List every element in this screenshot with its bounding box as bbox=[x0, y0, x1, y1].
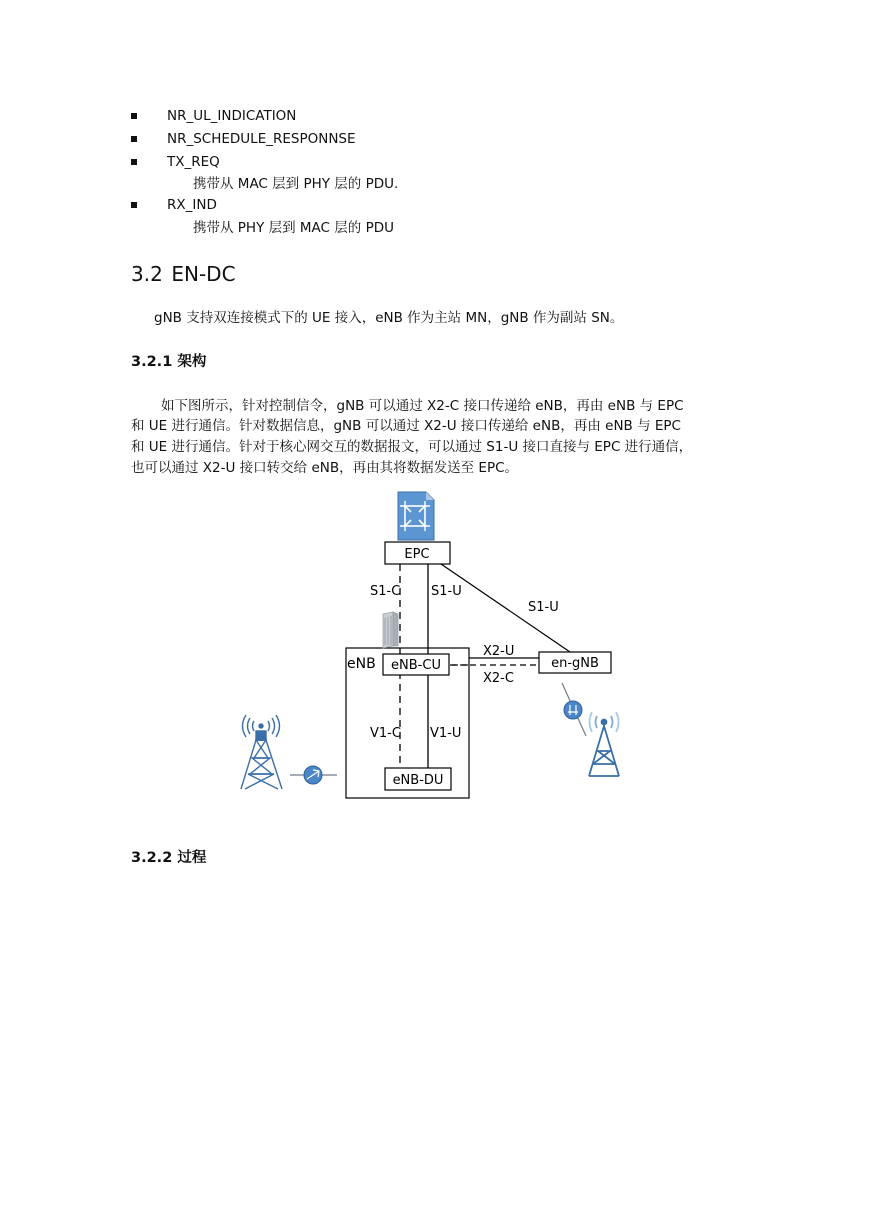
v1u-label: V1-U bbox=[430, 726, 462, 741]
enb-cu-label: eNB-CU bbox=[391, 658, 441, 673]
epc-label: EPC bbox=[404, 547, 430, 562]
arch-paragraph-line: 也可以通过 X2-U 接口转交给 eNB，再由其将数据发送至 EPC。 bbox=[131, 460, 519, 476]
s1u-right-label: S1-U bbox=[528, 600, 559, 615]
bullet-description: 携带从 MAC 层到 PHY 层的 PDU. bbox=[193, 176, 399, 192]
arch-paragraph-line: 和 UE 进行通信。针对于核心网交互的数据报文，可以通过 S1-U 接口直接与 EPC 进行通信， bbox=[131, 439, 693, 455]
v1c-label: V1-C bbox=[370, 726, 401, 741]
antenna-connector-icon bbox=[304, 766, 322, 784]
x2u-label: X2-U bbox=[483, 644, 515, 659]
arch-paragraph-line: 如下图所示，针对控制信令，gNB 可以通过 X2-C 接口传递给 eNB，再由 eNB 与 EPC bbox=[161, 398, 684, 414]
antenna-connector-icon bbox=[564, 701, 582, 719]
lte-tower-icon bbox=[241, 715, 282, 789]
section-title: EN-DC bbox=[171, 262, 236, 286]
x2c-label: X2-C bbox=[483, 671, 514, 686]
subsection-heading-process: 3.2.2 过程 bbox=[131, 850, 207, 866]
core-router-icon bbox=[398, 492, 434, 540]
section-number: 3.2 bbox=[131, 262, 163, 286]
enb-group-label: eNB bbox=[347, 656, 376, 672]
bullet-text: RX_IND bbox=[167, 197, 217, 213]
intro-paragraph: gNB 支持双连接模式下的 UE 接入，eNB 作为主站 MN，gNB 作为副站 SN。 bbox=[154, 310, 624, 326]
arch-paragraph-line: 和 UE 进行通信。针对数据信息，gNB 可以通过 X2-U 接口传递给 eNB，再由 eNB 与 EPC bbox=[131, 418, 681, 434]
server-icon bbox=[383, 612, 398, 648]
bullet-description: 携带从 PHY 层到 MAC 层的 PDU bbox=[193, 220, 394, 236]
enb-du-label: eNB-DU bbox=[392, 773, 444, 788]
bullet-text: NR_SCHEDULE_RESPONNSE bbox=[167, 131, 356, 147]
bullet-text: TX_REQ bbox=[167, 154, 220, 170]
s1u-left-label: S1-U bbox=[431, 584, 462, 599]
s1c-label: S1-C bbox=[370, 584, 401, 599]
en-gnb-label: en-gNB bbox=[551, 656, 599, 671]
subsection-heading-architecture: 3.2.1 架构 bbox=[131, 354, 207, 370]
bullet-text: NR_UL_INDICATION bbox=[167, 108, 297, 124]
gnb-tower-icon bbox=[589, 712, 619, 776]
